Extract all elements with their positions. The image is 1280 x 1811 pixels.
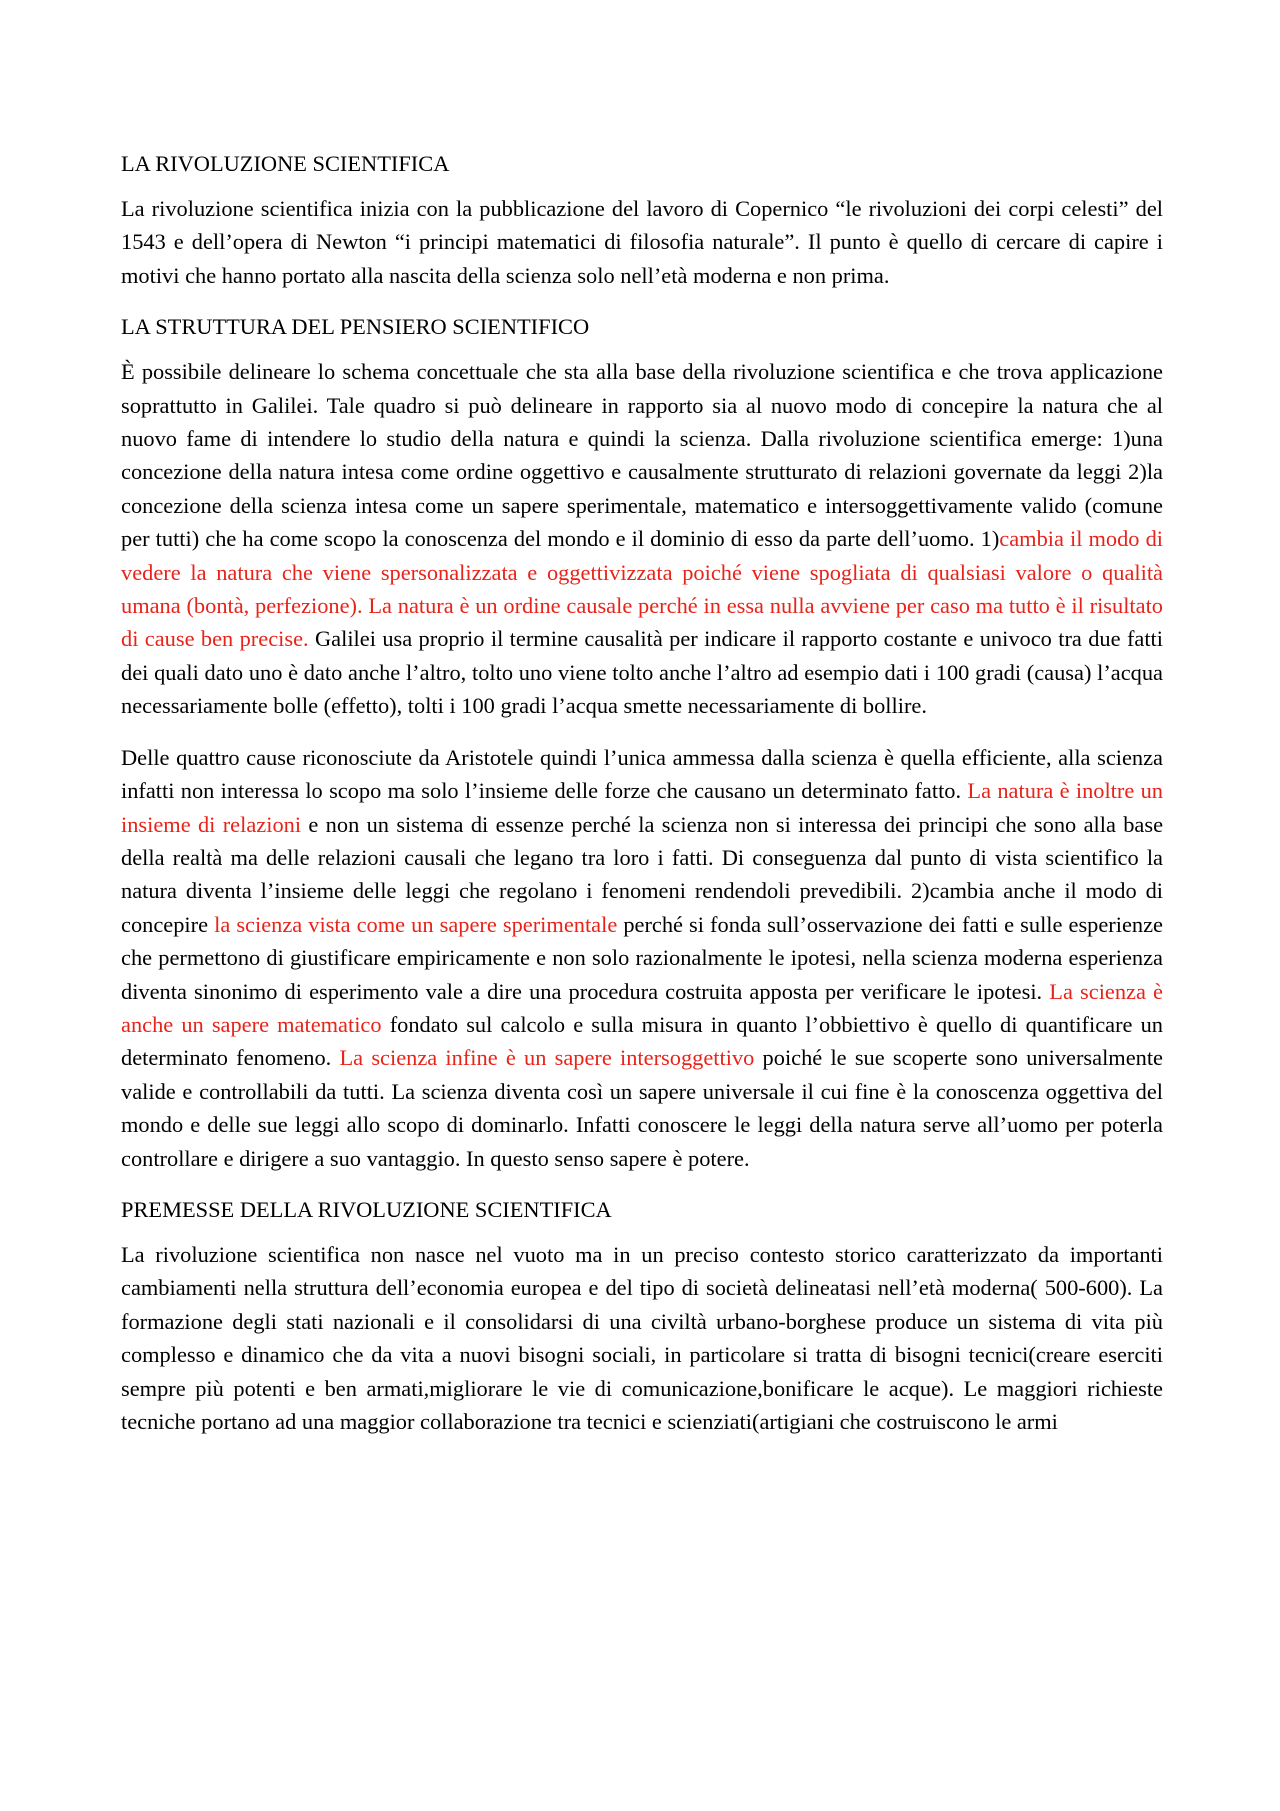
text-run: fondato sul calcolo e sulla misura in quanto l’obbiettivo è quello di quantificare un determinato fenomeno. (121, 1011, 1163, 1071)
paragraph-struttura-1 (121, 355, 1163, 722)
highlighted-text: cambia il modo di vedere la natura che viene spersonalizzata e oggettivizzata poiché viene spogliata di qualsiasi valore o qualità umana (bontà, perfezione). La natura è un ordine causale perché in essa nulla avviene per caso ma tutto è il risultato di cause ben precise. (121, 526, 1163, 652)
paragraph-struttura-2 (121, 741, 1163, 1175)
section-heading-rivoluzione: LA RIVOLUZIONE SCIENTIFICA (121, 151, 450, 176)
highlighted-text: La scienza è anche un sapere matematico (121, 978, 1163, 1037)
text-run: perché si fonda sull’osservazione dei fatti e sulle esperienze che permettono di giustificare empiricamente e non solo razionalmente le ipotesi, nella scienza moderna esperienza diventa sinonimo di esperimento vale a dire una procedura costruita apposta per verificare le ipotesi. (121, 911, 1163, 1004)
text-run: e non un sistema di essenze perché la scienza non si interessa dei principi che sono alla base della realtà ma delle relazioni causali che legano tra loro i fatti. Di conseguenza dal punto di vista scientifico la natura diventa l’insieme delle leggi che regolano i fenomeni rendendoli prevedibili. 2)cambia anche il modo di concepire (121, 811, 1164, 937)
highlighted-text: La natura è inoltre un insieme di relazioni (121, 778, 1163, 837)
text-run: Galilei usa proprio il termine causalità per indicare il rapporto costante e univoco tra due fatti dei quali dato uno è dato anche l’altro, tolto uno viene tolto anche l’altro ad esempio dati i 100 gradi (causa) l’acqua necessariamente bolle (effetto), tolti i 100 gradi l’acqua smette necessariamente di bollire. (121, 626, 1164, 719)
section-heading-struttura: LA STRUTTURA DEL PENSIERO SCIENTIFICO (121, 314, 590, 340)
text-run: Delle quattro cause riconosciute da Aristotele quindi l’unica ammessa dalla scienza è quella efficiente, alla scienza infatti non interessa lo scopo ma solo l’insieme delle forze che causano un determinato fatto. (121, 744, 1163, 804)
paragraph-premesse: La rivoluzione scientifica non nasce nel vuoto ma in un preciso contesto storico caratterizzato da importanti cambiamenti nella struttura dell’economia europea e del tipo di società delineatasi nell’età moderna( 500-600). La formazione degli stati nazionali e il consolidarsi di una civiltà urbano-borghese produce un sistema di vita più complesso e dinamico che da vita a nuovi bisogni sociali, in particolare si tratta di bisogni tecnici(creare eserciti sempre più potenti e ben armati,migliorare le vie di comunicazione,bonificare le acque). Le maggiori richieste tecniche portano ad una maggior collaborazione tra tecnici e scienziati(artigiani che costruiscono le armi (121, 1241, 1163, 1434)
highlighted-text: la scienza vista come un sapere sperimentale (214, 911, 618, 937)
text-run: È possibile delineare lo schema concettuale che sta alla base della rivoluzione scientifica e che trova applicazione soprattutto in Galilei. Tale quadro si può delineare in rapporto sia al nuovo modo di concepire la natura che al nuovo fame di intendere lo studio della natura e quindi la scienza. Dalla rivoluzione scientifica emerge: 1)una concezione della natura intesa come ordine oggettivo e causalmente strutturato di relazioni governate da leggi 2)la concezione della scienza intesa come un sapere sperimentale, matematico e intersoggettivamente valido (comune per tutti) che ha come scopo la conoscenza del mondo e il dominio di esso da parte dell’uomo. 1) (121, 359, 1163, 552)
highlighted-text: La scienza infine è un sapere intersoggettivo (339, 1045, 755, 1071)
document-body (121, 147, 1163, 1456)
text-run: poiché le sue scoperte sono universalmente valide e controllabili da tutti. La scienza diventa così un sapere universale il cui fine è la conoscenza oggettiva del mondo e delle sue leggi allo scopo di dominarlo. Infatti conoscere le leggi della natura serve all’uomo per poterla controllare e dirigere a suo vantaggio. In questo senso sapere è potere. (121, 1045, 1163, 1171)
section-heading-premesse: PREMESSE DELLA RIVOLUZIONE SCIENTIFICA (121, 1196, 612, 1222)
paragraph-intro: La rivoluzione scientifica inizia con la pubblicazione del lavoro di Copernico “le rivoluzioni dei corpi celesti” del 1543 e dell’opera di Newton “i principi matematici di filosofia naturale”. Il punto è quello di cercare di capire i motivi che hanno portato alla nascita della scienza solo nell’età moderna e non prima. (121, 196, 1163, 288)
